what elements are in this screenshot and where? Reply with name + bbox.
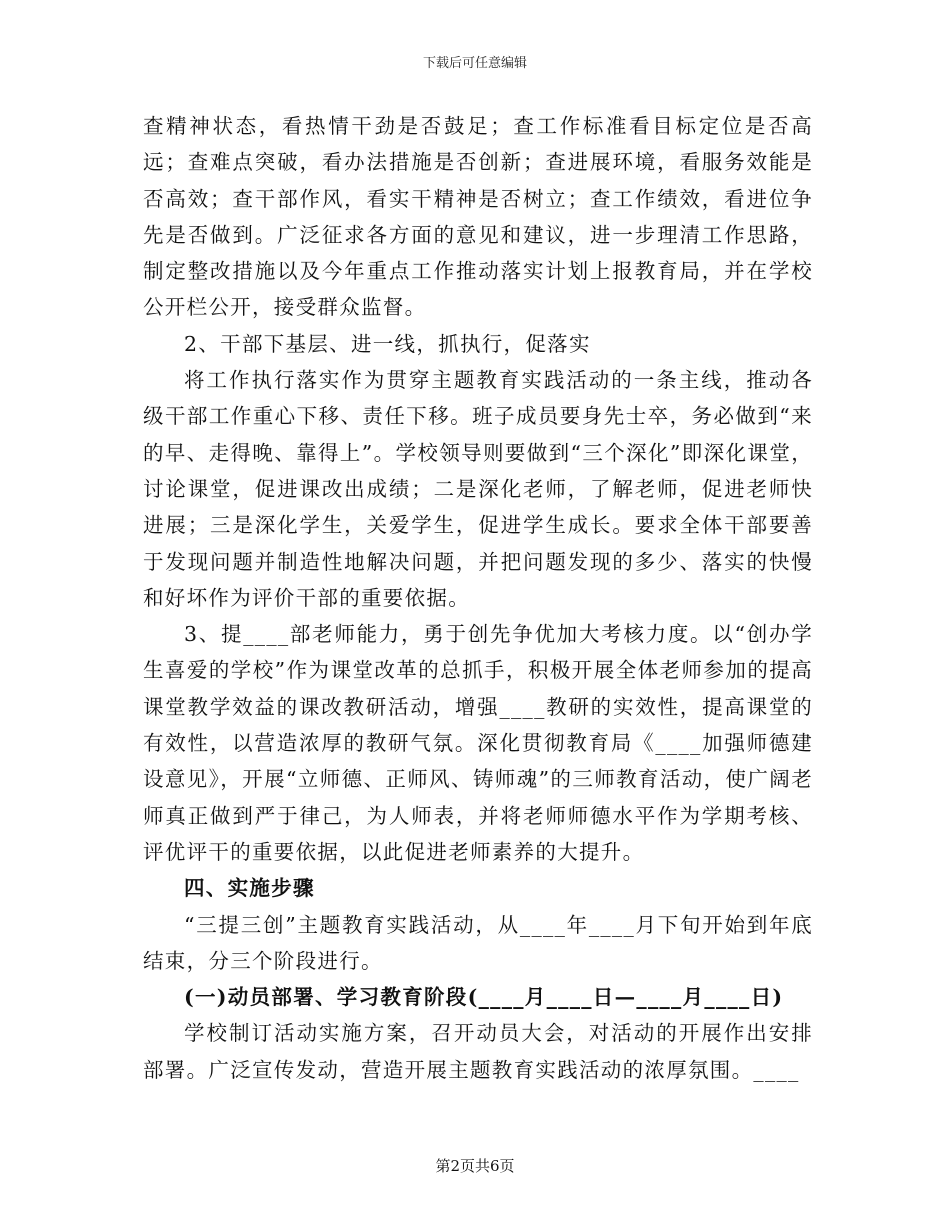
paragraph-mobilization-details: 学校制订活动实施方案，召开动员大会，对活动的开展作出安排部署。广泛宣传发动，营造开展主题教育实践活动的浓厚氛围。____ xyxy=(143,1021,813,1082)
section-heading-implementation-steps: 四、实施步骤 xyxy=(184,876,315,901)
heading-cadres-grassroots: 2、干部下基层、进一线，抓执行，促落实 xyxy=(184,331,591,356)
header-note: 下载后可任意编辑 xyxy=(422,56,527,71)
subheading-mobilization-phase: (一)动员部署、学习教育阶段(____月____日—____月____日) xyxy=(184,985,784,1010)
paragraph-inspection-items: 查精神状态，看热情干劲是否鼓足；查工作标准看目标定位是否高远；查难点突破，看办法措施是否创新；查进展环境，看服务效能是否高效；查干部作风，看实干精神是否树立；查工作绩效，看进位争先是否做到。广泛征求各方面的意见和建议，进一步理清工作思路，制定整改措施以及今年重点工作推动落实计划上报教育局，并在学校公开栏公开，接受群众监督。 xyxy=(143,114,813,320)
paragraph-activity-schedule: “三提三创”主题教育实践活动，从____年____月下旬开始到年底结束，分三个阶段进行。 xyxy=(143,912,813,973)
paragraph-work-implementation: 将工作执行落实作为贯穿主题教育实践活动的一条主线，推动各级干部工作重心下移、责任下移。班子成员要身先士卒，务必做到“来的早、走得晚、靠得上”。学校领导则要做到“三个深化”即深化课堂，讨论课堂，促进课改出成绩；二是深化老师，了解老师，促进老师快进展；三是深化学生，关爱学生，促进学生成长。要求全体干部要善于发现问题并制造性地解决问题，并把问题发现的多少、落实的快慢和好坏作为评价干部的重要依据。 xyxy=(143,368,813,610)
page-number-footer: 第2页共6页 xyxy=(435,1157,515,1175)
paragraph-teacher-ability: 3、提____部老师能力，勇于创先争优加大考核力度。以“创办学生喜爱的学校”作为课堂改革的总抓手，积极开展全体老师参加的提高课堂教学效益的课改教研活动，增强____教研的实效性，提高课堂的有效性，以营造浓厚的教研气氛。深化贯彻教育局《____加强师德建设意见》，开展“立师德、正师风、铸师魂”的三师教育活动，使广阔老师真正做到严于律己，为人师表，并将老师师德水平作为学期考核、评优评干的重要依据，以此促进老师素养的大提升。 xyxy=(143,622,813,864)
document-body xyxy=(143,108,813,1088)
